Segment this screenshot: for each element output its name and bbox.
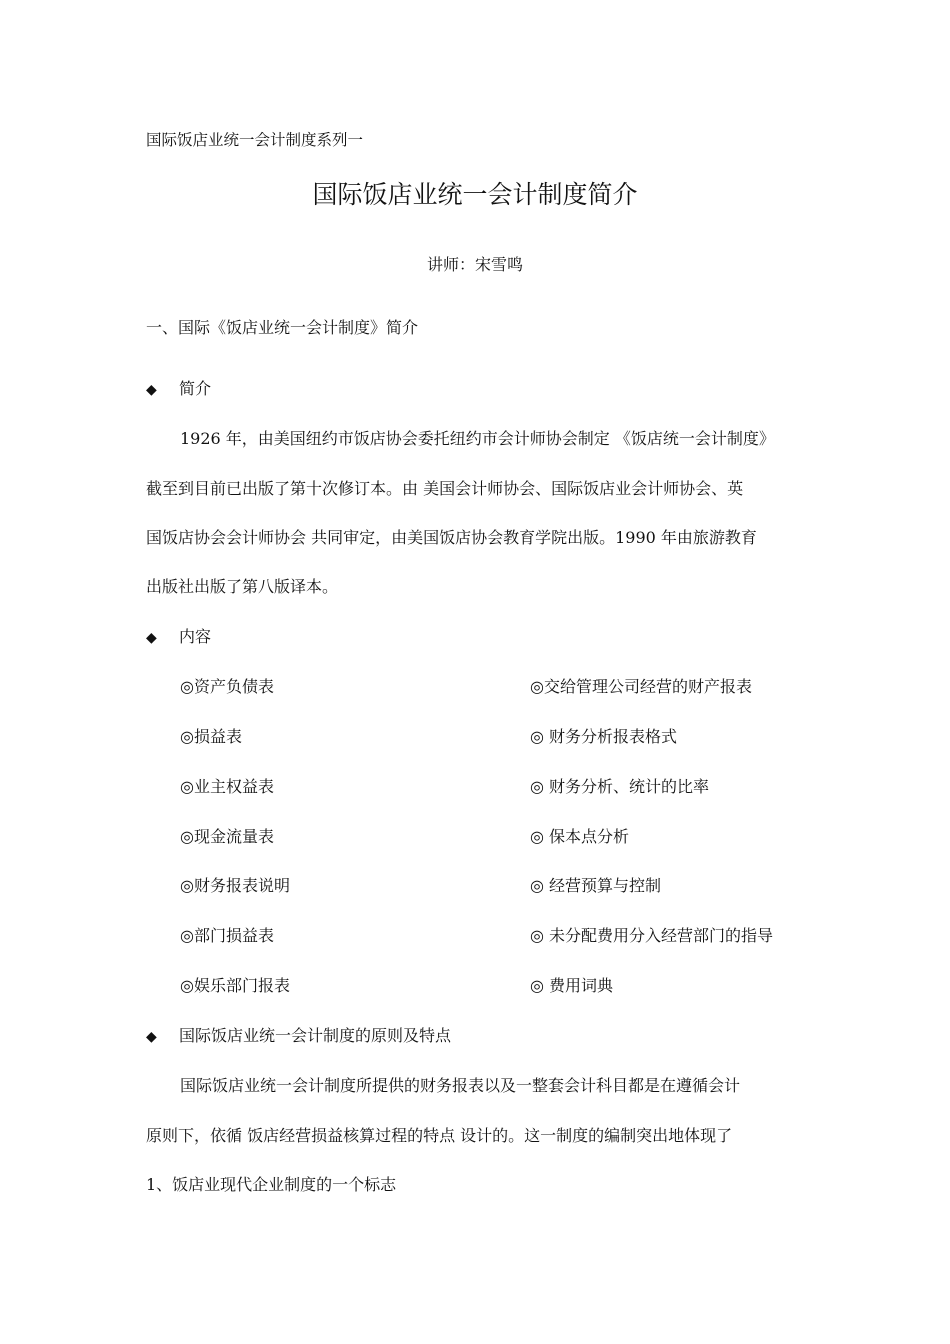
content-item: ◎ 费用词典: [530, 976, 614, 995]
content-item: ◎ 财务分析、统计的比率: [530, 777, 710, 796]
content-item: ◎ 经营预算与控制: [530, 876, 662, 895]
content-item: ◎资产负债表: [180, 677, 274, 696]
diamond-bullet-icon: ◆: [146, 1029, 157, 1045]
lecturer-line: 讲师：宋雪鸣: [426, 255, 523, 274]
content-item: ◎ 未分配费用分入经营部门的指导: [530, 926, 774, 945]
intro-line-4: 出版社出版了第八版译本。: [146, 577, 339, 596]
bullet-intro-label: 简介: [179, 379, 212, 398]
bullet-principles-label: 国际饭店业统一会计制度的原则及特点: [179, 1026, 452, 1045]
intro-line-3: 国饭店协会会计师协会 共同审定，由美国饭店协会教育学院出版。1990 年由旅游教育: [146, 528, 757, 547]
bullet-content: [146, 626, 211, 649]
section-heading: 一、国际《饭店业统一会计制度》简介: [146, 318, 419, 337]
intro-line-2: 截至到目前已出版了第十次修订本。由 美国会计师协会、国际饭店业会计师协会、英: [146, 479, 744, 498]
content-item: ◎ 财务分析报表格式: [530, 727, 678, 746]
content-item: ◎娱乐部门报表: [180, 976, 290, 995]
bullet-intro: [146, 378, 211, 401]
content-item: ◎财务报表说明: [180, 876, 290, 895]
principles-line-2: 原则下，依循 饭店经营损益核算过程的特点 设计的。这一制度的编制突出地体现了: [146, 1126, 733, 1145]
content-item: ◎业主权益表: [180, 777, 274, 796]
content-item: ◎ 保本点分析: [530, 827, 630, 846]
page-title: 国际饭店业统一会计制度简介: [312, 180, 638, 209]
content-item: ◎部门损益表: [180, 926, 274, 945]
principles-line-3: 1、饭店业现代企业制度的一个标志: [146, 1175, 397, 1194]
diamond-bullet-icon: ◆: [146, 382, 157, 398]
content-item: ◎损益表: [180, 727, 242, 746]
content-item: ◎交给管理公司经营的财产报表: [530, 677, 752, 696]
bullet-principles: [146, 1025, 451, 1048]
series-label: 国际饭店业统一会计制度系列一: [146, 131, 364, 149]
intro-line-1: 1926 年，由美国纽约市饭店协会委托纽约市会计师协会制定 《饭店统一会计制度》: [180, 429, 775, 448]
bullet-content-label: 内容: [179, 627, 212, 646]
principles-line-1: 国际饭店业统一会计制度所提供的财务报表以及一整套会计科目都是在遵循会计: [180, 1076, 741, 1095]
content-item: ◎现金流量表: [180, 827, 274, 846]
diamond-bullet-icon: ◆: [146, 630, 157, 646]
